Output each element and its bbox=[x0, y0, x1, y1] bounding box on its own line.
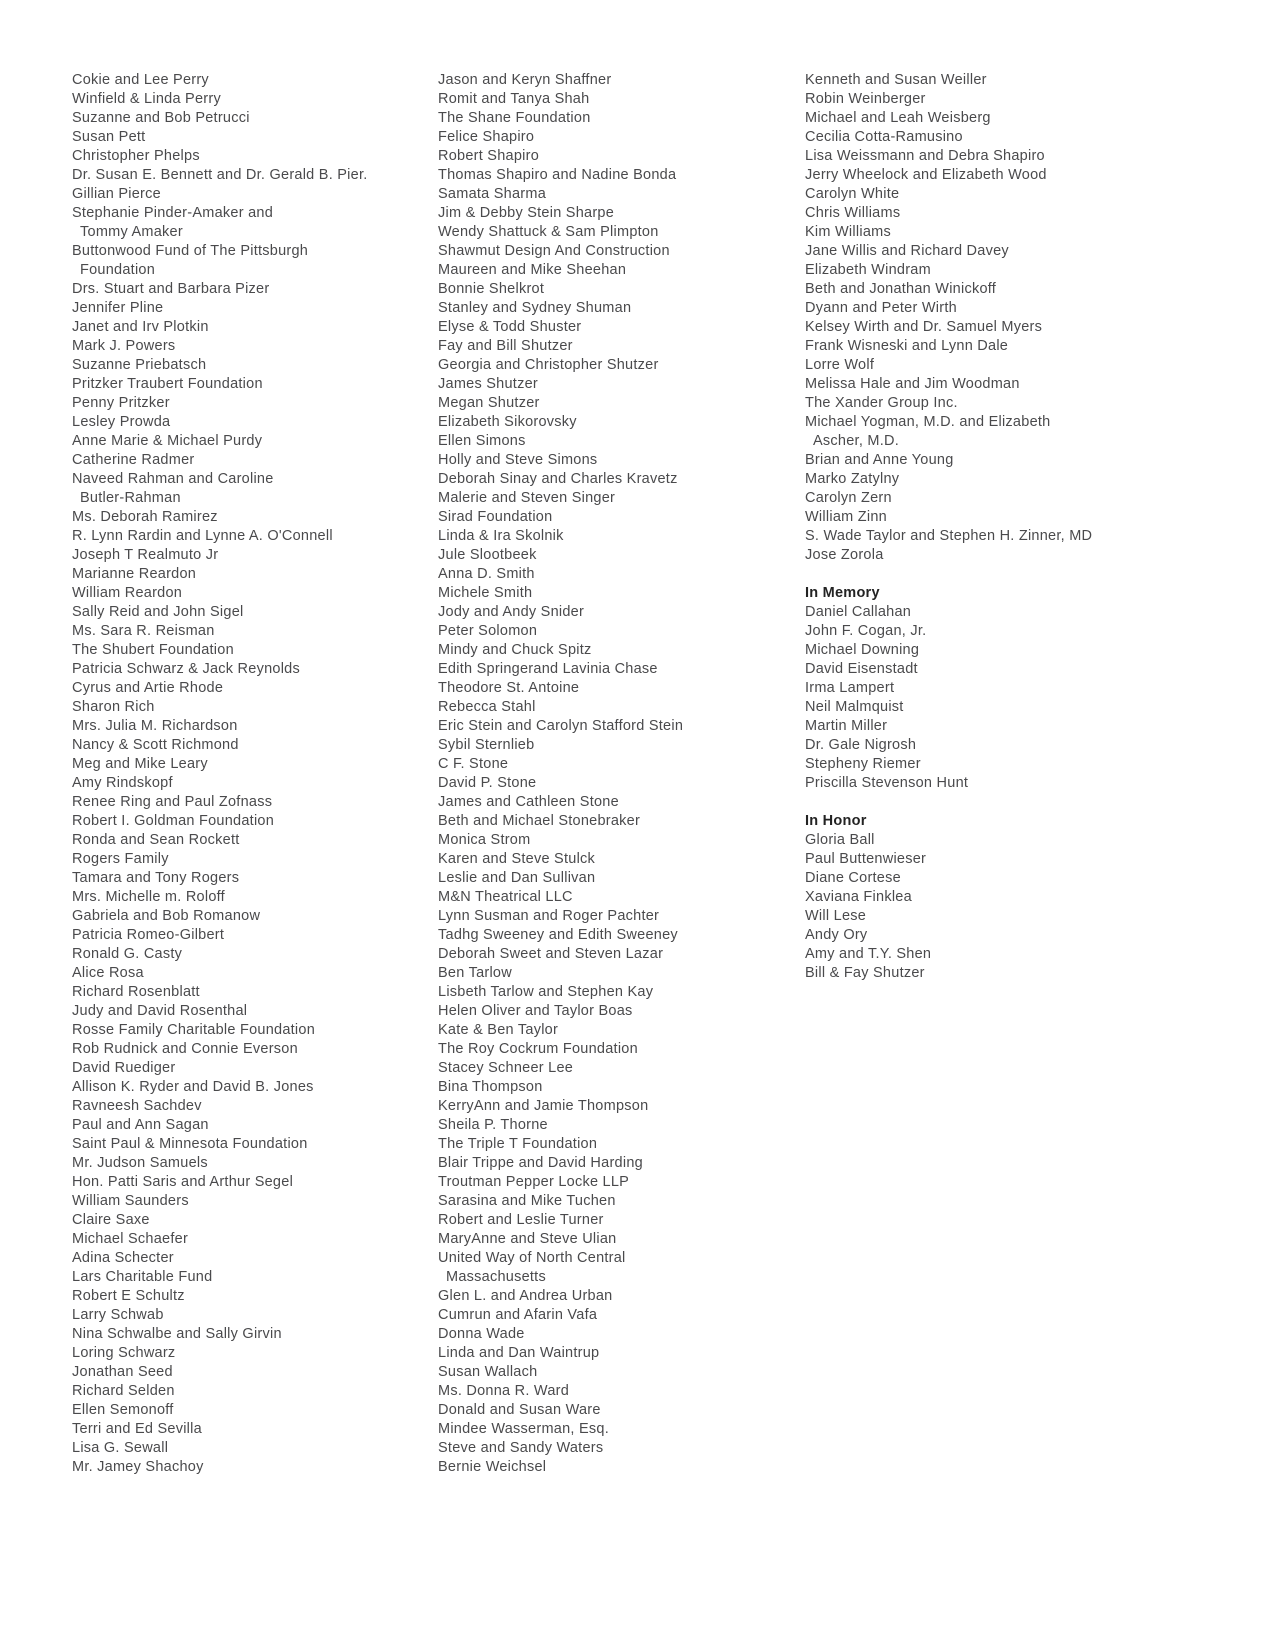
donor-name: Will Lese bbox=[805, 908, 867, 924]
donor-name: Loring Schwarz bbox=[72, 1345, 176, 1361]
donor-name: William Reardon bbox=[72, 585, 183, 601]
donor-name: Mrs. Julia M. Richardson bbox=[72, 718, 238, 734]
donor-name: Robert E Schultz bbox=[72, 1288, 185, 1304]
donor-name: The Shane Foundation bbox=[438, 110, 591, 126]
donor-name: Kate & Ben Taylor bbox=[438, 1022, 559, 1038]
donor-name: Mr. Jamey Shachoy bbox=[72, 1459, 204, 1475]
donor-name: MaryAnne and Steve Ulian bbox=[438, 1231, 617, 1247]
donor-name: Jim & Debby Stein Sharpe bbox=[438, 205, 615, 221]
donor-name: Jerry Wheelock and Elizabeth Wood bbox=[805, 167, 1047, 183]
donor-name: The Roy Cockrum Foundation bbox=[438, 1041, 638, 1057]
donor-name: Joseph T Realmuto Jr bbox=[72, 547, 219, 563]
donor-name: William Saunders bbox=[72, 1193, 189, 1209]
donor-name: Steve and Sandy Waters bbox=[438, 1440, 604, 1456]
donor-name: Susan Wallach bbox=[438, 1364, 538, 1380]
donor-name: Jule Slootbeek bbox=[438, 547, 537, 563]
donor-name: Jonathan Seed bbox=[72, 1364, 173, 1380]
donor-name: Leslie and Dan Sullivan bbox=[438, 870, 596, 886]
donor-name: Holly and Steve Simons bbox=[438, 452, 598, 468]
donor-name: S. Wade Taylor and Stephen H. Zinner, MD bbox=[805, 528, 1093, 544]
donor-name: Neil Malmquist bbox=[805, 699, 904, 715]
donor-name: Allison K. Ryder and David B. Jones bbox=[72, 1079, 314, 1095]
donor-name: Sarasina and Mike Tuchen bbox=[438, 1193, 616, 1209]
donor-name: Penny Pritzker bbox=[72, 395, 170, 411]
donor-name: Michael and Leah Weisberg bbox=[805, 110, 991, 126]
donor-name: Mr. Judson Samuels bbox=[72, 1155, 208, 1171]
donor-name: Lynn Susman and Roger Pachter bbox=[438, 908, 660, 924]
donor-name: Mark J. Powers bbox=[72, 338, 176, 354]
donor-name: Judy and David Rosenthal bbox=[72, 1003, 248, 1019]
donor-name: Donna Wade bbox=[438, 1326, 525, 1342]
donor-name: Jody and Andy Snider bbox=[438, 604, 585, 620]
donor-name: Lisa Weissmann and Debra Shapiro bbox=[805, 148, 1045, 164]
donor-name: Gabriela and Bob Romanow bbox=[72, 908, 261, 924]
donor-name: Richard Selden bbox=[72, 1383, 175, 1399]
donor-name: R. Lynn Rardin and Lynne A. O'Connell bbox=[72, 528, 333, 544]
donor-name: Karen and Steve Stulck bbox=[438, 851, 596, 867]
donor-name: Anne Marie & Michael Purdy bbox=[72, 433, 263, 449]
donor-name: James Shutzer bbox=[438, 376, 538, 392]
donor-name: Amy Rindskopf bbox=[72, 775, 173, 791]
donor-name-continuation: Butler-Rahman bbox=[80, 490, 181, 506]
donor-name: Saint Paul & Minnesota Foundation bbox=[72, 1136, 308, 1152]
donor-name: Jose Zorola bbox=[805, 547, 884, 563]
donor-name: Drs. Stuart and Barbara Pizer bbox=[72, 281, 270, 297]
donor-name: Nancy & Scott Richmond bbox=[72, 737, 239, 753]
donor-name: Naveed Rahman and Caroline bbox=[72, 471, 274, 487]
donor-name: Paul and Ann Sagan bbox=[72, 1117, 209, 1133]
donor-name: Amy and T.Y. Shen bbox=[805, 946, 932, 962]
donor-name: Cokie and Lee Perry bbox=[72, 72, 209, 88]
donor-name: Lesley Prowda bbox=[72, 414, 171, 430]
donor-name: Dr. Susan E. Bennett and Dr. Gerald B. Pier. bbox=[72, 167, 368, 183]
donor-name: Buttonwood Fund of The Pittsburgh bbox=[72, 243, 309, 259]
donor-name: Adina Schecter bbox=[72, 1250, 174, 1266]
column-2 bbox=[438, 71, 805, 1477]
donor-name: Claire Saxe bbox=[72, 1212, 150, 1228]
donor-name: Dyann and Peter Wirth bbox=[805, 300, 957, 316]
donor-name: Michael Yogman, M.D. and Elizabeth bbox=[805, 414, 1051, 430]
donor-name: David Eisenstadt bbox=[805, 661, 918, 677]
donor-name: Donald and Susan Ware bbox=[438, 1402, 601, 1418]
donor-name: Xaviana Finklea bbox=[805, 889, 912, 905]
donor-name: Robert I. Goldman Foundation bbox=[72, 813, 275, 829]
donor-name: Priscilla Stevenson Hunt bbox=[805, 775, 969, 791]
donor-name: Helen Oliver and Taylor Boas bbox=[438, 1003, 633, 1019]
donor-name: Ms. Deborah Ramirez bbox=[72, 509, 218, 525]
donor-name: Robert and Leslie Turner bbox=[438, 1212, 604, 1228]
donor-name: Deborah Sinay and Charles Kravetz bbox=[438, 471, 678, 487]
donor-name: Michael Schaefer bbox=[72, 1231, 189, 1247]
donor-name: Jennifer Pline bbox=[72, 300, 164, 316]
donor-name: Lars Charitable Fund bbox=[72, 1269, 213, 1285]
donor-name: Wendy Shattuck & Sam Plimpton bbox=[438, 224, 659, 240]
donor-name: Bonnie Shelkrot bbox=[438, 281, 545, 297]
donor-name: Catherine Radmer bbox=[72, 452, 195, 468]
donor-name: Stanley and Sydney Shuman bbox=[438, 300, 632, 316]
donor-name: Ravneesh Sachdev bbox=[72, 1098, 202, 1114]
donor-name: Patricia Romeo-Gilbert bbox=[72, 927, 225, 943]
donor-name: Jason and Keryn Shaffner bbox=[438, 72, 612, 88]
donor-name: David P. Stone bbox=[438, 775, 537, 791]
donor-name: Ronald G. Casty bbox=[72, 946, 183, 962]
donor-name: Troutman Pepper Locke LLP bbox=[438, 1174, 630, 1190]
donor-name: Richard Rosenblatt bbox=[72, 984, 200, 1000]
donor-name: Linda and Dan Waintrup bbox=[438, 1345, 600, 1361]
donor-name: William Zinn bbox=[805, 509, 887, 525]
donor-name: Janet and Irv Plotkin bbox=[72, 319, 209, 335]
donor-name: Terri and Ed Sevilla bbox=[72, 1421, 202, 1437]
donor-name: The Shubert Foundation bbox=[72, 642, 234, 658]
donor-name: Christopher Phelps bbox=[72, 148, 200, 164]
donor-name: Marianne Reardon bbox=[72, 566, 197, 582]
donor-name: Peter Solomon bbox=[438, 623, 538, 639]
donor-name: Larry Schwab bbox=[72, 1307, 164, 1323]
donor-name: Lorre Wolf bbox=[805, 357, 875, 373]
section-heading: In Memory bbox=[805, 585, 880, 601]
donor-name: Michele Smith bbox=[438, 585, 533, 601]
donor-name: Winfield & Linda Perry bbox=[72, 91, 221, 107]
donor-name: Suzanne Priebatsch bbox=[72, 357, 207, 373]
section-gap bbox=[805, 565, 1275, 584]
donor-name: Mindy and Chuck Spitz bbox=[438, 642, 592, 658]
donor-name: Sharon Rich bbox=[72, 699, 155, 715]
donor-name: Thomas Shapiro and Nadine Bonda bbox=[438, 167, 677, 183]
donor-name: Beth and Michael Stonebraker bbox=[438, 813, 641, 829]
donor-name: Linda & Ira Skolnik bbox=[438, 528, 564, 544]
donor-name: Michael Downing bbox=[805, 642, 920, 658]
donor-name: Stacey Schneer Lee bbox=[438, 1060, 574, 1076]
donor-name: C F. Stone bbox=[438, 756, 509, 772]
column-1 bbox=[72, 71, 438, 1477]
donor-name: Chris Williams bbox=[805, 205, 901, 221]
donor-name: Beth and Jonathan Winickoff bbox=[805, 281, 997, 297]
donor-name: Ms. Sara R. Reisman bbox=[72, 623, 215, 639]
donor-name: Cecilia Cotta-Ramusino bbox=[805, 129, 963, 145]
donor-name: Brian and Anne Young bbox=[805, 452, 954, 468]
donor-name: Kenneth and Susan Weiller bbox=[805, 72, 987, 88]
donor-name: Hon. Patti Saris and Arthur Segel bbox=[72, 1174, 294, 1190]
donor-name: Rob Rudnick and Connie Everson bbox=[72, 1041, 298, 1057]
donor-name: Megan Shutzer bbox=[438, 395, 540, 411]
donor-name: Sally Reid and John Sigel bbox=[72, 604, 244, 620]
donor-name: Eric Stein and Carolyn Stafford Stein bbox=[438, 718, 684, 734]
donor-name: Jane Willis and Richard Davey bbox=[805, 243, 1009, 259]
donor-name: Tamara and Tony Rogers bbox=[72, 870, 240, 886]
donor-name: Fay and Bill Shutzer bbox=[438, 338, 573, 354]
donor-name: Ellen Simons bbox=[438, 433, 526, 449]
donor-name: Glen L. and Andrea Urban bbox=[438, 1288, 613, 1304]
donor-name: Maureen and Mike Sheehan bbox=[438, 262, 627, 278]
donor-name: Sirad Foundation bbox=[438, 509, 553, 525]
donor-name: Blair Trippe and David Harding bbox=[438, 1155, 643, 1171]
donor-name: The Xander Group Inc. bbox=[805, 395, 958, 411]
donor-name: United Way of North Central bbox=[438, 1250, 626, 1266]
donor-columns bbox=[72, 71, 1275, 1477]
donor-name: Andy Ory bbox=[805, 927, 868, 943]
donor-name: Nina Schwalbe and Sally Girvin bbox=[72, 1326, 282, 1342]
donor-name: Kim Williams bbox=[805, 224, 891, 240]
donor-name: Samata Sharma bbox=[438, 186, 547, 202]
donor-name: Lisbeth Tarlow and Stephen Kay bbox=[438, 984, 654, 1000]
donor-name: Felice Shapiro bbox=[438, 129, 535, 145]
donor-name: Romit and Tanya Shah bbox=[438, 91, 590, 107]
donor-name: Renee Ring and Paul Zofnass bbox=[72, 794, 273, 810]
donor-name: Theodore St. Antoine bbox=[438, 680, 580, 696]
donor-name: Pritzker Traubert Foundation bbox=[72, 376, 263, 392]
donor-name: KerryAnn and Jamie Thompson bbox=[438, 1098, 649, 1114]
donor-name: Tadhg Sweeney and Edith Sweeney bbox=[438, 927, 678, 943]
donor-name: M&N Theatrical LLC bbox=[438, 889, 573, 905]
donor-name: Dr. Gale Nigrosh bbox=[805, 737, 917, 753]
donor-name: Patricia Schwarz & Jack Reynolds bbox=[72, 661, 300, 677]
donor-name: Anna D. Smith bbox=[438, 566, 535, 582]
donor-name: Sybil Sternlieb bbox=[438, 737, 535, 753]
column-3 bbox=[805, 71, 1275, 983]
donor-name: Rogers Family bbox=[72, 851, 169, 867]
donor-name: Gillian Pierce bbox=[72, 186, 161, 202]
section-gap bbox=[805, 793, 1275, 812]
donor-name: Elizabeth Windram bbox=[805, 262, 931, 278]
donor-name: Bernie Weichsel bbox=[438, 1459, 547, 1475]
donor-name: Malerie and Steven Singer bbox=[438, 490, 616, 506]
donor-name: Martin Miller bbox=[805, 718, 888, 734]
donor-name-continuation: Ascher, M.D. bbox=[813, 433, 899, 449]
donor-name: Kelsey Wirth and Dr. Samuel Myers bbox=[805, 319, 1043, 335]
donor-name: Daniel Callahan bbox=[805, 604, 912, 620]
donor-name: Stephanie Pinder-Amaker and bbox=[72, 205, 274, 221]
donor-name: Monica Strom bbox=[438, 832, 531, 848]
donor-name: Shawmut Design And Construction bbox=[438, 243, 670, 259]
donor-name: Diane Cortese bbox=[805, 870, 901, 886]
donor-name: Melissa Hale and Jim Woodman bbox=[805, 376, 1020, 392]
donor-name: Irma Lampert bbox=[805, 680, 895, 696]
donor-name: John F. Cogan, Jr. bbox=[805, 623, 927, 639]
donor-name: Mrs. Michelle m. Roloff bbox=[72, 889, 225, 905]
donor-name: Rebecca Stahl bbox=[438, 699, 536, 715]
donor-name: Frank Wisneski and Lynn Dale bbox=[805, 338, 1009, 354]
donor-name: Rosse Family Charitable Foundation bbox=[72, 1022, 316, 1038]
donor-name: Carolyn Zern bbox=[805, 490, 892, 506]
donor-name: The Triple T Foundation bbox=[438, 1136, 598, 1152]
donor-name: Elizabeth Sikorovsky bbox=[438, 414, 577, 430]
donor-name: Paul Buttenwieser bbox=[805, 851, 927, 867]
donor-name: Ellen Semonoff bbox=[72, 1402, 174, 1418]
donor-name: Bill & Fay Shutzer bbox=[805, 965, 925, 981]
donor-name: Georgia and Christopher Shutzer bbox=[438, 357, 659, 373]
donor-name: Meg and Mike Leary bbox=[72, 756, 208, 772]
donor-name-continuation: Tommy Amaker bbox=[80, 224, 183, 240]
donor-name: Lisa G. Sewall bbox=[72, 1440, 169, 1456]
donor-name: Ronda and Sean Rockett bbox=[72, 832, 240, 848]
donor-name: Elyse & Todd Shuster bbox=[438, 319, 582, 335]
donor-name: Susan Pett bbox=[72, 129, 146, 145]
donor-name: Sheila P. Thorne bbox=[438, 1117, 548, 1133]
donor-name: Gloria Ball bbox=[805, 832, 875, 848]
donor-name: Marko Zatylny bbox=[805, 471, 900, 487]
section-heading: In Honor bbox=[805, 813, 867, 829]
donor-name-continuation: Massachusetts bbox=[446, 1269, 546, 1285]
donor-name: Mindee Wasserman, Esq. bbox=[438, 1421, 609, 1437]
donor-name: David Ruediger bbox=[72, 1060, 176, 1076]
donor-name: Stepheny Riemer bbox=[805, 756, 921, 772]
donor-name: Cyrus and Artie Rhode bbox=[72, 680, 224, 696]
donor-name: Ms. Donna R. Ward bbox=[438, 1383, 570, 1399]
donor-name: Robert Shapiro bbox=[438, 148, 540, 164]
donor-name: Alice Rosa bbox=[72, 965, 144, 981]
donor-name: Deborah Sweet and Steven Lazar bbox=[438, 946, 664, 962]
donor-name: Cumrun and Afarin Vafa bbox=[438, 1307, 598, 1323]
donor-name-continuation: Foundation bbox=[80, 262, 156, 278]
donor-name: Robin Weinberger bbox=[805, 91, 926, 107]
donor-name: Ben Tarlow bbox=[438, 965, 512, 981]
donor-name: Carolyn White bbox=[805, 186, 900, 202]
donor-name: Suzanne and Bob Petrucci bbox=[72, 110, 250, 126]
donor-name: Bina Thompson bbox=[438, 1079, 543, 1095]
donor-name: James and Cathleen Stone bbox=[438, 794, 619, 810]
donor-name: Edith Springerand Lavinia Chase bbox=[438, 661, 658, 677]
